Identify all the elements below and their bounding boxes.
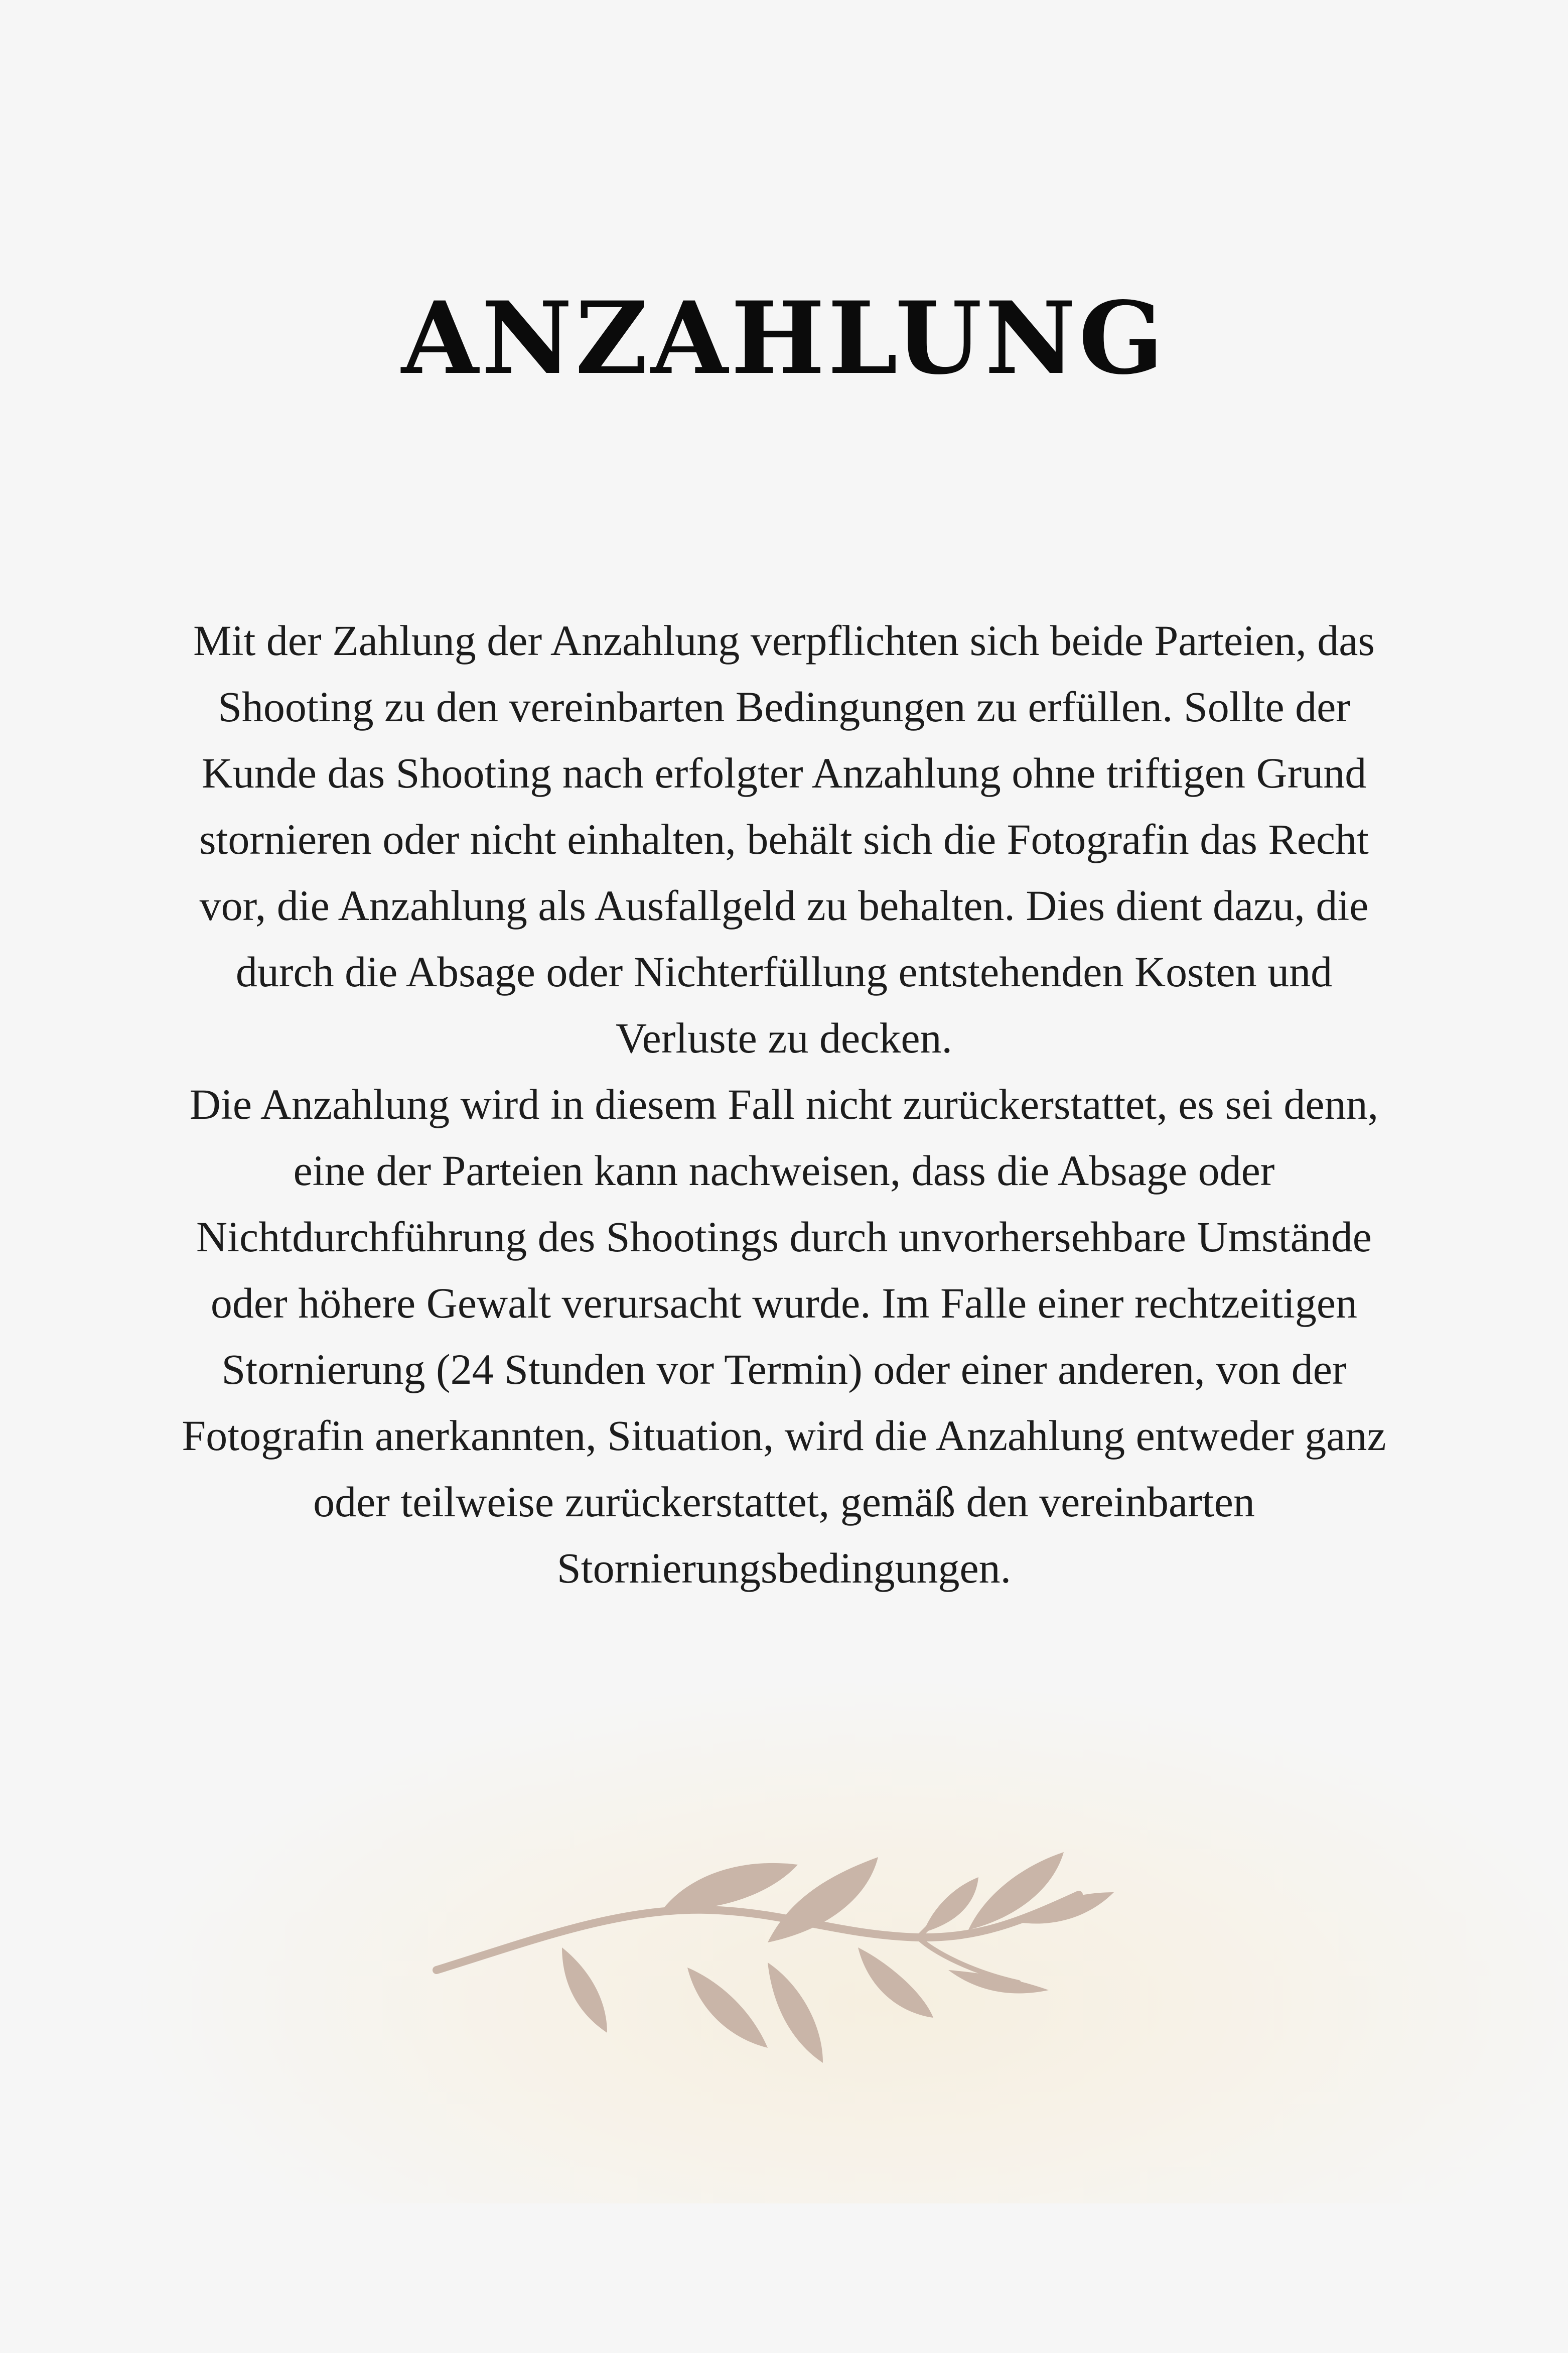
paragraph-refund-conditions: Die Anzahlung wird in diesem Fall nicht zurückerstattet, es sei denn, eine der Parteien kann nachweisen, dass die Absage oder Nichtdurchführung des Shootings durch unvorhersehbare Umstände oder höhere Gewalt verursacht wurde. Im Falle einer rechtzeitigen Stornierung (24 Stunden vor Termin) oder einer anderen, von der Fotografin anerkannten, Situation, wird die Anzahlung entweder ganz oder teilweise zurückerstattet, gemäß den vereinbarten Stornierungsbedingungen. [182, 1080, 1386, 1592]
page-title: ANZAHLUNG [401, 280, 1167, 397]
body-text [166, 607, 1402, 1601]
paragraph-deposit-obligation: Mit der Zahlung der Anzahlung verpflichten sich beide Parteien, das Shooting zu den vereinbarten Bedingungen zu erfüllen. Sollte der Kunde das Shooting nach erfolgter Anzahlung ohne triftigen Grund stornieren oder nicht einhalten, behält sich die Fotografin das Recht vor, die Anzahlung als Ausfallgeld zu behalten. Dies dient dazu, die durch die Absage oder Nichterfüllung entstehenden Kosten und Verluste zu decken. [193, 616, 1375, 1062]
olive-branch-icon [426, 1847, 1129, 2108]
